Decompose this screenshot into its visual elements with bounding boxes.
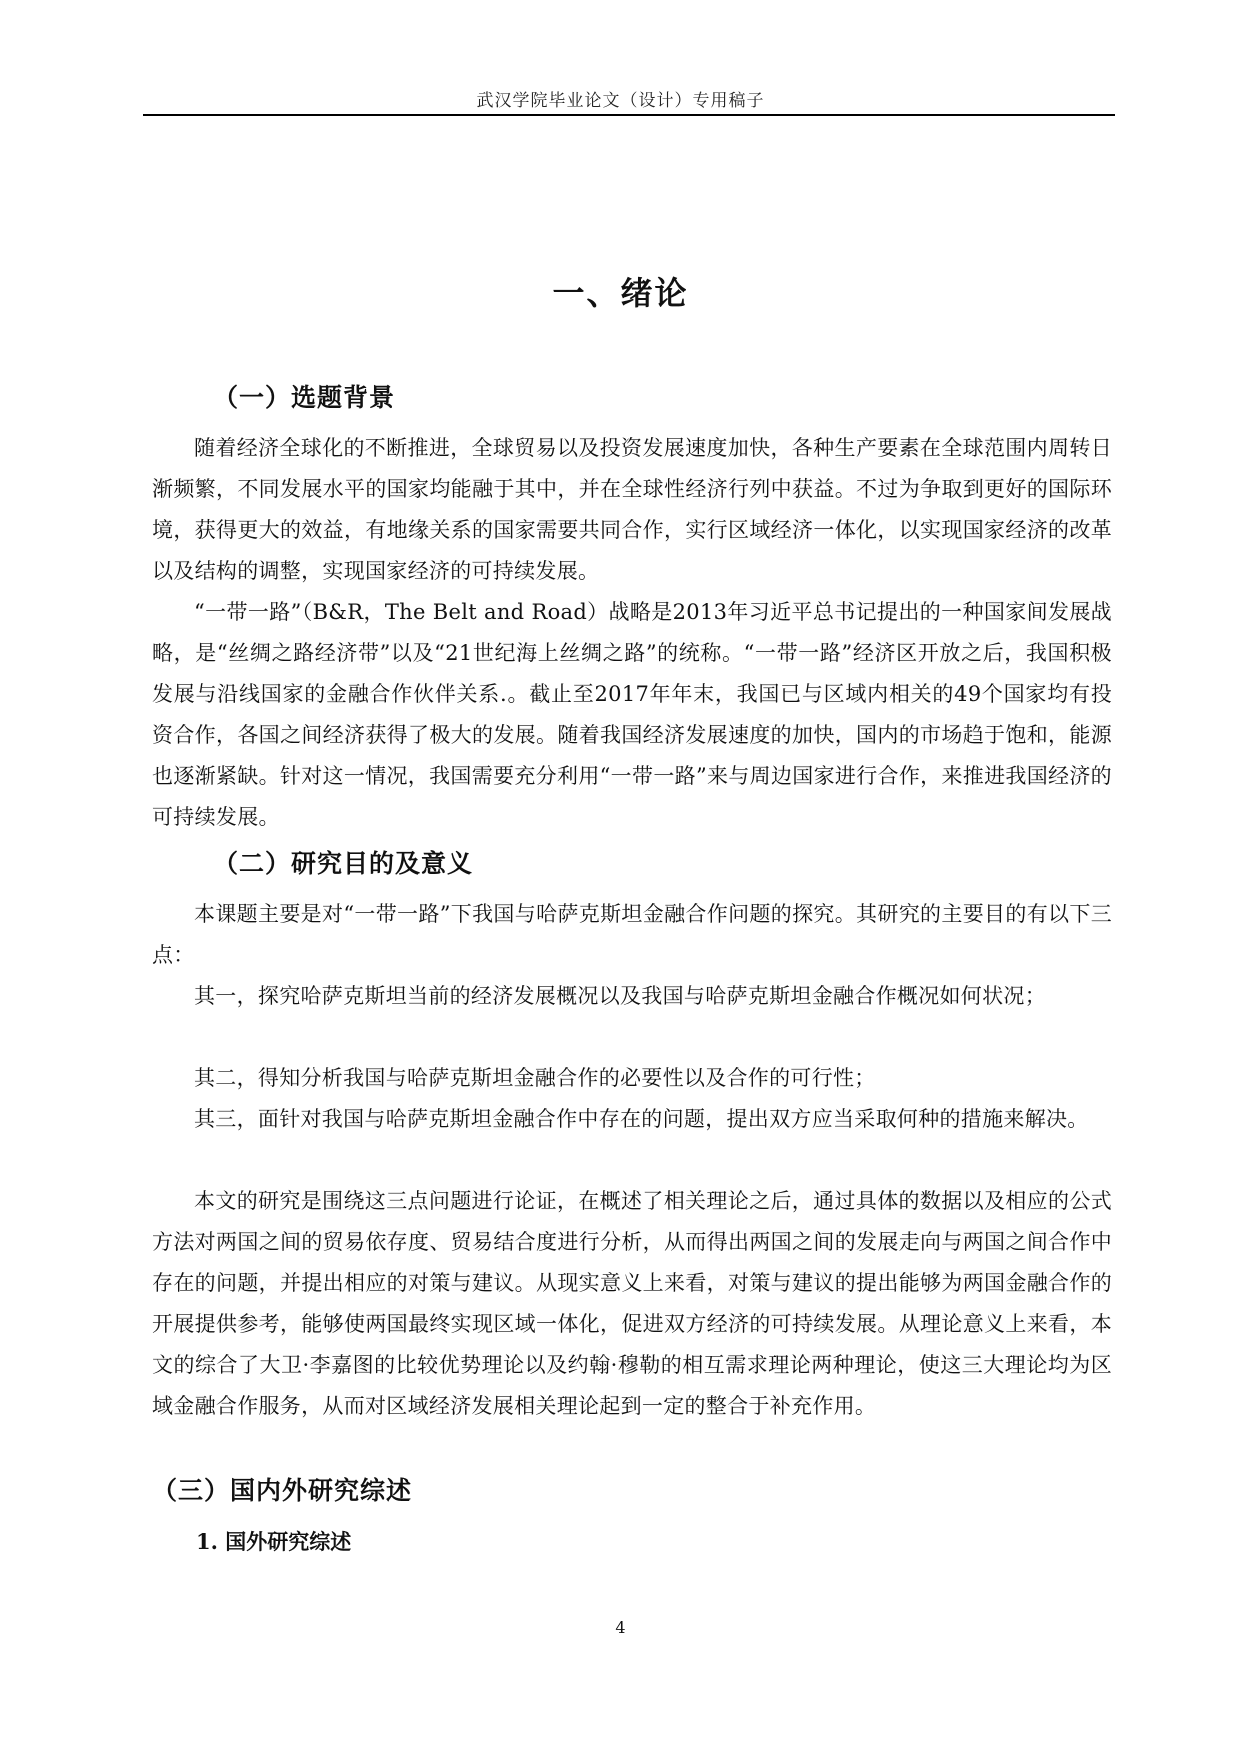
paragraph: 其三，面针对我国与哈萨克斯坦金融合作中存在的问题，提出双方应当采取何种的措施来解决。	[194, 1107, 1089, 1131]
page-number: 4	[615, 1618, 626, 1637]
header-title: 武汉学院毕业论文（设计）专用稿子	[476, 91, 765, 111]
chapter-title: 一、绪论	[552, 274, 689, 312]
paragraph: “一带一路”（B&R，The Belt and Road）战略是2013年习近平总书记提出的一种国家间发展战略，是“丝绸之路经济带”以及“21世纪海上丝绸之路”的统称。“一带一路”经济区开放之后，我国积极发展与沿线国家的金融合作伙伴关系.。截止至2017年年末，我国已与区域内相关的49个国家均有投资合作，各国之间经济获得了极大的发展。随着我国经济发展速度的加快，国内的市场趋于饱和，能源也逐渐紧缺。针对这一情况，我国需要充分利用“一带一路”来与周边国家进行合作，来推进我国经济的可持续发展。	[152, 600, 1112, 829]
subsection-title-foreign-review: 1. 国外研究综述	[196, 1529, 352, 1554]
paragraph: 其二，得知分析我国与哈萨克斯坦金融合作的必要性以及合作的可行性；	[194, 1066, 876, 1090]
paragraph: 本文的研究是围绕这三点问题进行论证，在概述了相关理论之后，通过具体的数据以及相应的公式方法对两国之间的贸易依存度、贸易结合度进行分析，从而得出两国之间的发展走向与两国之间合作中存在的问题，并提出相应的对策与建议。从现实意义上来看，对策与建议的提出能够为两国金融合作的开展提供参考，能够使两国最终实现区域一体化，促进双方经济的可持续发展。从理论意义上来看，本文的综合了大卫·李嘉图的比较优势理论以及约翰·穆勒的相互需求理论两种理论，使这三大理论均为区域金融合作服务，从而对区域经济发展相关理论起到一定的整合于补充作用。	[152, 1189, 1112, 1418]
section-title-background: （一）选题背景	[213, 383, 396, 412]
paragraph: 本课题主要是对“一带一路”下我国与哈萨克斯坦金融合作问题的探究。其研究的主要目的有以下三点：	[152, 902, 1112, 967]
paragraph: 其一，探究哈萨克斯坦当前的经济发展概况以及我国与哈萨克斯坦金融合作概况如何状况；	[194, 984, 1046, 1008]
section-title-purpose: （二）研究目的及意义	[213, 849, 474, 878]
paragraph: 随着经济全球化的不断推进，全球贸易以及投资发展速度加快，各种生产要素在全球范围内周转日渐频繁，不同发展水平的国家均能融于其中，并在全球性经济行列中获益。不过为争取到更好的国际环境，获得更大的效益，有地缘关系的国家需要共同合作，实行区域经济一体化，以实现国家经济的改革以及结构的调整，实现国家经济的可持续发展。	[152, 436, 1112, 583]
section-title-literature-review: （三）国内外研究综述	[152, 1476, 413, 1505]
header-rule	[143, 114, 1115, 116]
